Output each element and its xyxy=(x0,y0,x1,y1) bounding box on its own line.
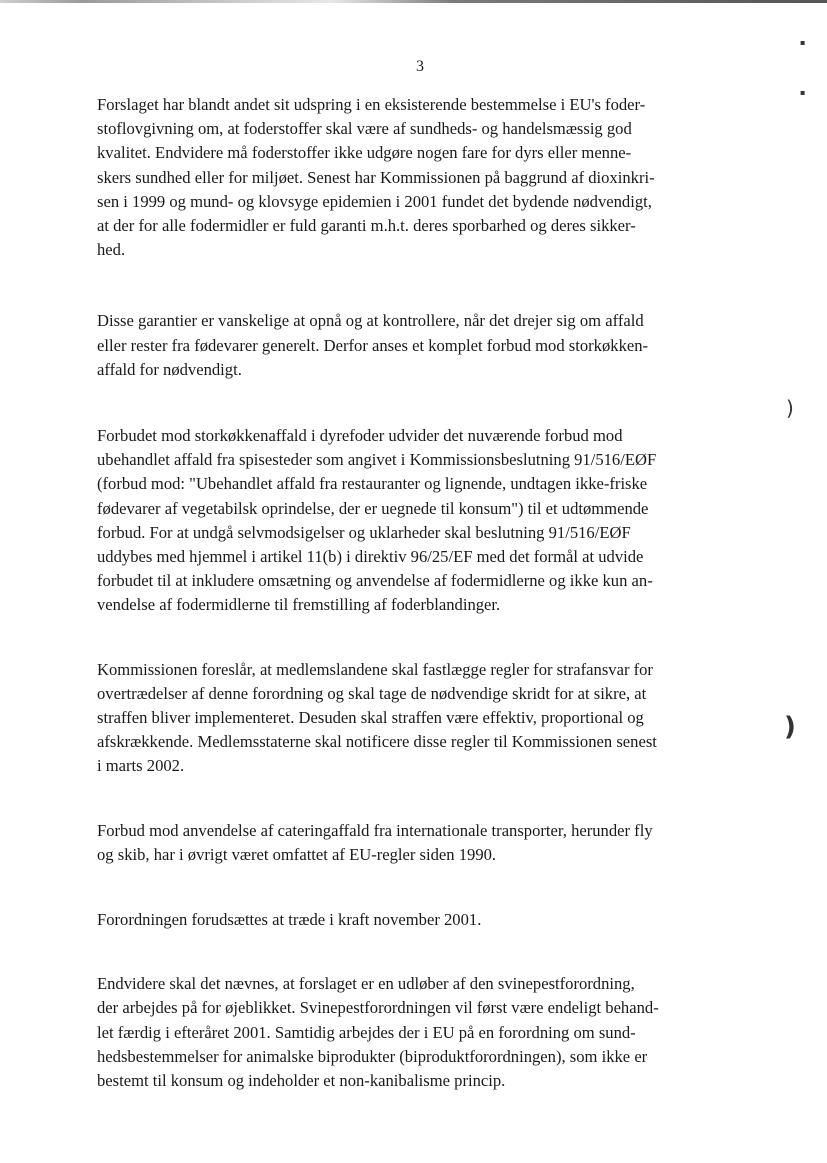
scan-speck: ▪ xyxy=(800,88,806,97)
paragraph-1 xyxy=(97,93,737,262)
text-line: Forslaget har blandt andet sit udspring i en eksisterende bestemmelse i EU's foder- xyxy=(97,95,646,114)
paragraph-7 xyxy=(97,972,737,1093)
hole-punch-mark: ) xyxy=(784,712,796,742)
document-body xyxy=(97,93,737,1093)
page-number: 3 xyxy=(416,58,424,75)
paragraph-2 xyxy=(97,309,737,382)
text-line: der arbejdes på for øjeblikket. Svinepestforordningen vil først være endeligt behand- xyxy=(97,998,659,1018)
paragraph-3 xyxy=(97,424,737,618)
text-line: Forbud mod anvendelse af cateringaffald fra internationale transporter, herunder fly xyxy=(97,820,653,840)
text-line: eller rester fra fødevarer generelt. Derfor anses et komplet forbud mod storkøkken- xyxy=(97,335,649,355)
text-line: Forbudet mod storkøkkenaffald i dyrefoder udvider det nuværende forbud mod xyxy=(97,426,623,446)
text-line: bestemt til konsum og indeholder et non-kanibalisme princip. xyxy=(97,1071,506,1091)
text-line: og skib, har i øvrigt været omfattet af EU-regler siden 1990. xyxy=(97,844,497,864)
text-line: forbudet til at inkludere omsætning og anvendelse af fodermidlerne og ikke kun an- xyxy=(97,571,653,591)
scan-edge xyxy=(0,0,827,3)
text-line: straffen bliver implementeret. Desuden skal straffen være effektiv, proportional og xyxy=(97,708,644,728)
text-line: hed. xyxy=(97,240,126,260)
text-line: afskrækkende. Medlemsstaterne skal notificere disse regler til Kommissionen senest xyxy=(97,732,657,752)
paragraph-6 xyxy=(97,908,737,932)
text-line: Kommissionen foreslår, at medlemslandene skal fastlægge regler for strafansvar for xyxy=(97,659,653,679)
text-line: forbud. For at undgå selvmodsigelser og uklarheder skal beslutning 91/516/EØF xyxy=(97,522,631,542)
text-line: hedsbestemmelser for animalske biprodukter (biproduktforordningen), som ikke er xyxy=(97,1046,648,1066)
text-line: i marts 2002. xyxy=(97,756,185,776)
text-line: overtrædelser af denne forordning og skal tage de nødvendige skridt for at sikre, at xyxy=(97,683,647,703)
text-line: skers sundhed eller for miljøet. Senest har Kommissionen på baggrund af dioxinkri- xyxy=(97,167,655,187)
hole-punch-mark: ) xyxy=(786,396,794,420)
text-line: Endvidere skal det nævnes, at forslaget er en udløber af den svinepestforordning, xyxy=(97,974,635,994)
text-line: stoflovgivning om, at foderstoffer skal være af sundheds- og handelsmæssig god xyxy=(97,119,632,139)
text-line: affald for nødvendigt. xyxy=(97,359,242,379)
paragraph-5 xyxy=(97,819,737,867)
text-line: kvalitet. Endvidere må foderstoffer ikke udgøre nogen fare for dyrs eller menne- xyxy=(97,143,632,163)
scan-speck: ▪ xyxy=(800,38,806,47)
text-line: vendelse af fodermidlerne til fremstilling af foderblandinger. xyxy=(97,595,501,615)
text-line: at der for alle fodermidler er fuld garanti m.h.t. deres sporbarhed og deres sikker- xyxy=(97,216,636,236)
text-line: let færdig i efteråret 2001. Samtidig arbejdes der i EU på en forordning om sund- xyxy=(97,1022,636,1042)
text-line: (forbud mod: "Ubehandlet affald fra restauranter og lignende, undtagen ikke-friske xyxy=(97,474,648,494)
text-line: ubehandlet affald fra spisesteder som angivet i Kommissionsbeslutning 91/516/EØF xyxy=(97,450,657,470)
text-line: Forordningen forudsættes at træde i kraft november 2001. xyxy=(97,910,482,930)
text-line: fødevarer af vegetabilsk oprindelse, der er uegnede til konsum") til et udtømmende xyxy=(97,498,649,518)
text-line: Disse garantier er vanskelige at opnå og at kontrollere, når det drejer sig om affald xyxy=(97,311,644,331)
text-line: uddybes med hjemmel i artikel 11(b) i direktiv 96/25/EF med det formål at udvide xyxy=(97,547,644,567)
text-line: sen i 1999 og mund- og klovsyge epidemien i 2001 fundet det bydende nødvendigt, xyxy=(97,191,652,211)
paragraph-4 xyxy=(97,658,737,779)
